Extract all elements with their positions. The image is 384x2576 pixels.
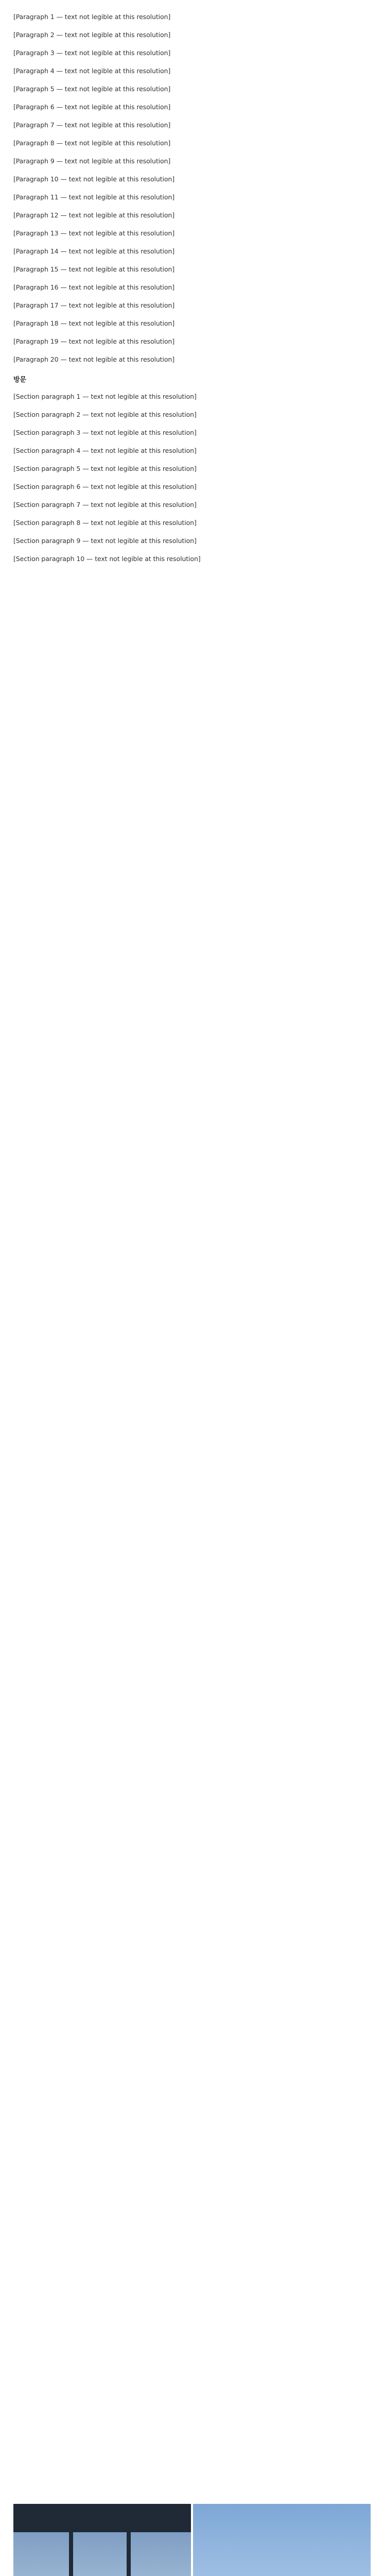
window-frame bbox=[13, 2504, 191, 2532]
palm-sky-photo[interactable] bbox=[193, 2504, 371, 2576]
section-paragraph: [Section paragraph 2 — text not legible at this resolution] bbox=[13, 411, 197, 418]
section-paragraph: [Section paragraph 10 — text not legible at this resolution] bbox=[13, 555, 201, 563]
section-heading: 방문 bbox=[13, 376, 26, 384]
section-paragraph: [Section paragraph 4 — text not legible at this resolution] bbox=[13, 447, 197, 454]
post-paragraph: [Paragraph 12 — text not legible at this resolution] bbox=[13, 211, 175, 219]
post-paragraph: [Paragraph 20 — text not legible at this resolution] bbox=[13, 355, 175, 363]
window-mullion bbox=[127, 2504, 131, 2576]
post-paragraph: [Paragraph 1 — text not legible at this resolution] bbox=[13, 13, 171, 21]
post-paragraph: [Paragraph 4 — text not legible at this resolution] bbox=[13, 67, 171, 75]
post-paragraph: [Paragraph 18 — text not legible at this resolution] bbox=[13, 319, 175, 327]
section-paragraph: [Section paragraph 6 — text not legible at this resolution] bbox=[13, 483, 197, 490]
section-paragraph: [Section paragraph 8 — text not legible at this resolution] bbox=[13, 519, 197, 527]
post-paragraph: [Paragraph 7 — text not legible at this resolution] bbox=[13, 121, 171, 129]
section-paragraph: [Section paragraph 1 — text not legible at this resolution] bbox=[13, 393, 197, 400]
post-paragraph: [Paragraph 3 — text not legible at this resolution] bbox=[13, 49, 171, 57]
airport-window-photo[interactable] bbox=[13, 2504, 191, 2576]
section-paragraph: [Section paragraph 5 — text not legible at this resolution] bbox=[13, 465, 197, 472]
post-paragraph: [Paragraph 15 — text not legible at this resolution] bbox=[13, 265, 175, 273]
post-paragraph: [Paragraph 13 — text not legible at this resolution] bbox=[13, 229, 175, 237]
post-paragraph: [Paragraph 9 — text not legible at this resolution] bbox=[13, 157, 171, 165]
post-paragraph: [Paragraph 6 — text not legible at this resolution] bbox=[13, 103, 171, 111]
post-paragraph: [Paragraph 19 — text not legible at this resolution] bbox=[13, 337, 175, 345]
section-paragraph: [Section paragraph 3 — text not legible at this resolution] bbox=[13, 429, 197, 436]
post-paragraph: [Paragraph 2 — text not legible at this resolution] bbox=[13, 31, 171, 39]
post-paragraph: [Paragraph 8 — text not legible at this resolution] bbox=[13, 139, 171, 147]
photo-grid bbox=[13, 2504, 371, 2576]
post-paragraph: [Paragraph 5 — text not legible at this resolution] bbox=[13, 85, 171, 93]
post-paragraph: [Paragraph 17 — text not legible at this resolution] bbox=[13, 301, 175, 309]
window-mullion bbox=[69, 2504, 73, 2576]
post-paragraph: [Paragraph 10 — text not legible at this resolution] bbox=[13, 175, 175, 183]
post-paragraph: [Paragraph 11 — text not legible at this resolution] bbox=[13, 193, 175, 201]
section-paragraph: [Section paragraph 7 — text not legible at this resolution] bbox=[13, 501, 197, 509]
post-paragraph: [Paragraph 14 — text not legible at this resolution] bbox=[13, 247, 175, 255]
post-paragraph: [Paragraph 16 — text not legible at this resolution] bbox=[13, 283, 175, 291]
section-paragraph: [Section paragraph 9 — text not legible at this resolution] bbox=[13, 537, 197, 545]
post-body bbox=[13, 11, 371, 565]
